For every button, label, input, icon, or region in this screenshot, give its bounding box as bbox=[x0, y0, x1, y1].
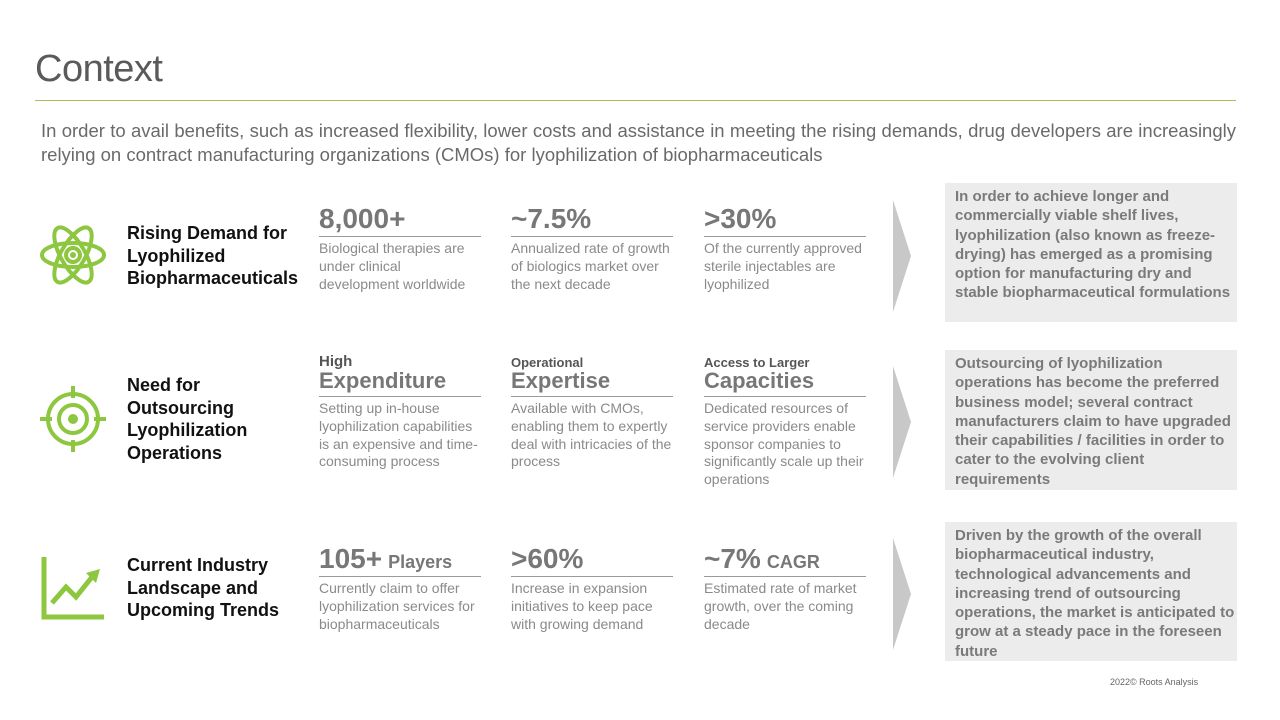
stat-description: Setting up in-house lyophilization capabilities is an expensive and time-consuming process bbox=[319, 400, 478, 470]
target-icon bbox=[38, 384, 108, 454]
stat-card bbox=[704, 542, 866, 633]
stat-card bbox=[319, 353, 481, 471]
stat-prefix: Operational bbox=[511, 355, 584, 370]
stat-description: Currently claim to offer lyophilization services for biopharmaceuticals bbox=[319, 580, 475, 632]
stat-prefix: Access to Larger bbox=[704, 355, 810, 370]
stat-card bbox=[511, 202, 673, 293]
stat-card bbox=[704, 355, 866, 489]
stat-card bbox=[319, 202, 481, 293]
chevron-right-icon bbox=[893, 538, 913, 650]
stat-description: Increase in expansion initiatives to keep pace with growing demand bbox=[511, 580, 653, 632]
row-label-landscape: Current Industry Landscape and Upcoming Trends bbox=[127, 555, 280, 620]
summary-box: In order to achieve longer and commercially viable shelf lives, lyophilization (also known as freeze-drying) has emerged as a promising option for manufacturing dry and stable biopharmaceutical formulations bbox=[945, 183, 1237, 322]
stat-value: 105+ bbox=[319, 543, 383, 574]
stat-description: Annualized rate of growth of biologics market over the next decade bbox=[511, 240, 670, 292]
copyright-text: 2022© Roots Analysis bbox=[1110, 677, 1199, 687]
stat-value: Expertise bbox=[511, 368, 611, 393]
summary-box: Outsourcing of lyophilization operations has become the preferred business model; several contract manufacturers claim to have upgraded their capabilities / facilities in order to cater to the evolving client requirements bbox=[945, 350, 1237, 490]
stat-value: Capacities bbox=[704, 368, 815, 393]
stat-card bbox=[319, 542, 481, 633]
stat-description: Biological therapies are under clinical development worldwide bbox=[319, 240, 466, 292]
stat-value: 8,000+ bbox=[319, 203, 406, 234]
stat-prefix: High bbox=[319, 353, 353, 370]
stat-description: Estimated rate of market growth, over the coming decade bbox=[704, 580, 857, 632]
stat-card bbox=[704, 202, 866, 293]
title-divider bbox=[35, 100, 1236, 101]
row-label-rising-demand: Rising Demand for Lyophilized Biopharmaceuticals bbox=[127, 223, 299, 288]
intro-text: In order to avail benefits, such as increased flexibility, lower costs and assistance in meeting the rising demands, drug developers are increasingly relying on contract manufacturing organizations (CMOs) for lyophilization of biopharmaceuticals bbox=[41, 120, 1236, 165]
stat-suffix: Players bbox=[388, 552, 453, 572]
summary-box: Driven by the growth of the overall biopharmaceutical industry, technological advancements and increasing trend of outsourcing operations, the market is anticipated to grow at a steady pace in the foreseen future bbox=[945, 522, 1237, 661]
page-title: Context bbox=[35, 48, 163, 90]
row-label-outsourcing: Need for Outsourcing Lyophilization Operations bbox=[127, 375, 248, 463]
atom-icon bbox=[38, 220, 108, 290]
stat-card bbox=[511, 542, 673, 633]
stat-card bbox=[511, 355, 673, 471]
chevron-right-icon bbox=[893, 366, 913, 478]
chevron-right-icon bbox=[893, 200, 913, 312]
stat-value: Expenditure bbox=[319, 368, 447, 393]
stat-suffix: CAGR bbox=[766, 552, 820, 572]
stat-description: Of the currently approved sterile injectables are lyophilized bbox=[704, 240, 862, 292]
growth-chart-icon bbox=[38, 553, 108, 623]
stat-value: ~7% bbox=[704, 543, 761, 574]
stat-description: Dedicated resources of service providers enable sponsor companies to significantly scale up their operations bbox=[704, 400, 864, 488]
stat-description: Available with CMOs, enabling them to expertly deal with intricacies of the process bbox=[511, 400, 672, 470]
stat-value: >30% bbox=[704, 203, 777, 234]
stat-value: ~7.5% bbox=[511, 203, 592, 234]
stat-value: >60% bbox=[511, 543, 584, 574]
